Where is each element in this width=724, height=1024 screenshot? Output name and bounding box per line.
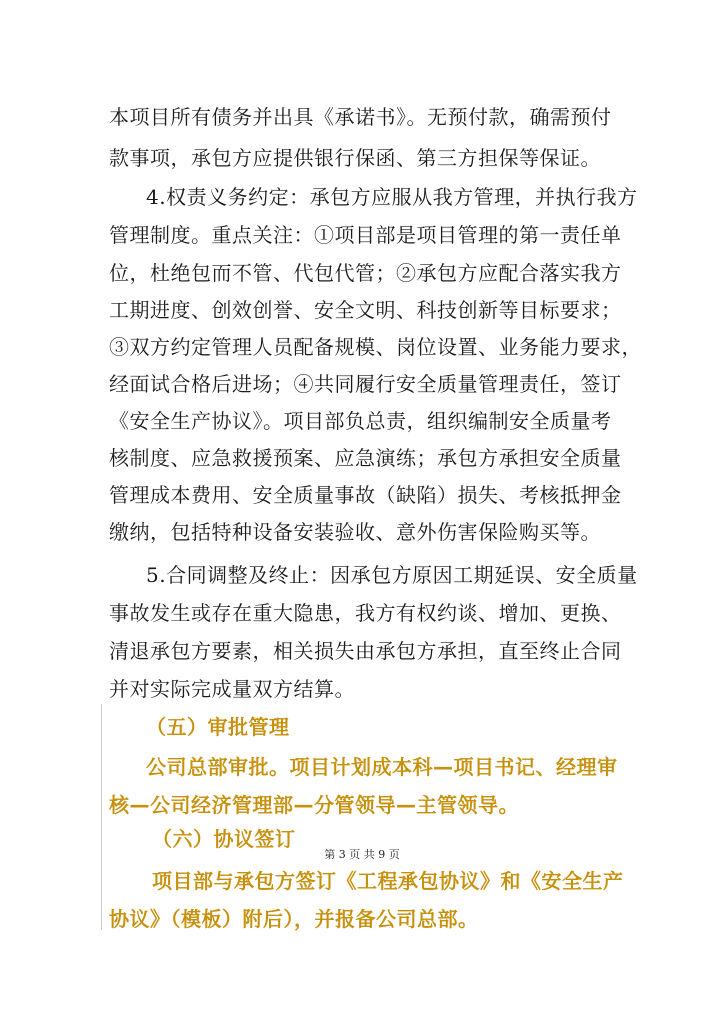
text-line: 款事项，承包方应提供银行保函、第三方担保等保证。	[109, 146, 601, 170]
section-heading-approval: （五）审批管理	[146, 715, 290, 739]
text-line: 管理制度。重点关注：①项目部是项目管理的第一责任单	[109, 223, 622, 247]
text-line: 《安全生产协议》。项目部负总责，组织编制安全质量考	[109, 409, 612, 433]
text-line: 事故发生或存在重大隐患，我方有权约谈、增加、更换、	[109, 601, 622, 625]
section-heading-signing: （六）协议签订	[152, 827, 296, 851]
text-line: 并对实际完成量双方结算。	[109, 677, 355, 701]
text-line: 位，杜绝包而不管、代包代管；②承包方应配合落实我方	[109, 261, 622, 285]
text-line: 管理成本费用、安全质量事故（缺陷）损失、考核抵押金	[109, 483, 622, 507]
page-number: 第 3 页 共 9 页	[324, 848, 400, 861]
text-line: 工期进度、创效创誉、安全文明、科技创新等目标要求；	[109, 298, 622, 322]
margin-rule	[101, 704, 102, 930]
text-line: ③双方约定管理人员配备规模、岗位设置、业务能力要求，	[109, 335, 642, 359]
text-line: 清退承包方要素，相关损失由承包方承担，直至终止合同	[109, 639, 622, 663]
text-line: 缴纳，包括特种设备安装验收、意外伤害保险购买等。	[109, 520, 601, 544]
text-line: 经面试合格后进场；④共同履行安全质量管理责任，签订	[109, 372, 622, 396]
text-line: 项目部与承包方签订《工程承包协议》和《安全生产	[152, 869, 624, 893]
text-line: 核—公司经济管理部—分管领导—主管领导。	[109, 793, 519, 817]
text-line: 5.合同调整及终止：因承包方原因工期延误、安全质量	[146, 563, 638, 587]
text-line: 核制度、应急救援预案、应急演练；承包方承担安全质量	[109, 446, 622, 470]
text-line: 本项目所有债务并出具《承诺书》。无预付款，确需预付	[109, 105, 612, 129]
text-line: 公司总部审批。项目计划成本科—项目书记、经理审	[146, 755, 618, 779]
text-line: 4.权责义务约定：承包方应服从我方管理，并执行我方	[146, 185, 638, 209]
text-line: 协议》（模板）附后），并报备公司总部。	[109, 907, 479, 931]
